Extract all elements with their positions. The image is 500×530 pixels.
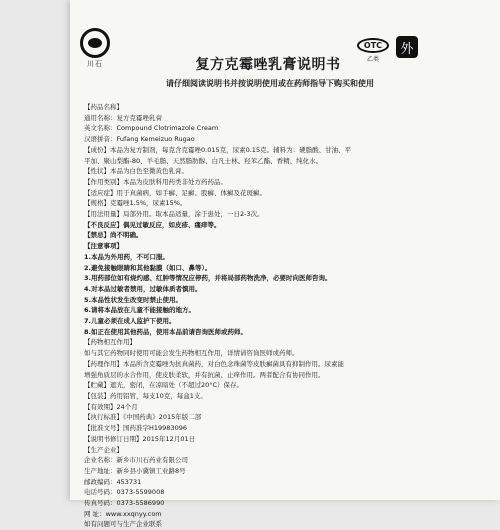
text-line: 英文名称：Compound Clotrimazole Cream	[84, 124, 219, 133]
otc-category: 乙类	[366, 56, 379, 63]
text-line: 1.本品为外用药，不可口服。	[84, 252, 169, 261]
text-line: 【用法用量】局部外用。取本品适量，涂于患处，一日2-3次。	[84, 210, 264, 219]
text-line: 通用名称：复方克霉唑乳膏	[84, 113, 162, 122]
brand-logo	[80, 28, 116, 69]
text-line: 【药理作用】本品所含克霉唑为抗真菌药，对白色念珠菌等皮肤癣菌具有抑制作用。尿素能	[84, 359, 344, 368]
text-line: 8.如正在使用其他药品，使用本品前请咨询医师或药师。	[84, 327, 247, 336]
text-line: 【说明书修订日期】2015年12月01日	[84, 434, 196, 443]
text-line: 如与其它药物同时使用可能会发生药物相互作用，详情请咨询医师或药师。	[84, 349, 299, 358]
otc-label: OTC	[357, 38, 389, 53]
text-line: 增强角质层的水合作用，使皮肤柔软，并有抗菌、止痒作用。两者配合有协同作用。	[84, 370, 325, 379]
document-title: 复方克霉唑乳膏说明书	[195, 57, 341, 73]
text-line: 如有问题可与生产企业联系	[84, 520, 162, 529]
brand-name: 川石	[87, 60, 103, 68]
document-subtitle: 请仔细阅读说明书并按说明使用或在药师指导下购买和使用	[166, 79, 374, 88]
text-line: 【包装】药用铝管，每支10克，每盒1支。	[84, 391, 207, 400]
text-line: 6.请将本品放在儿童不能接触的地方。	[84, 306, 195, 315]
text-line: 5.本品性状发生改变时禁止使用。	[84, 295, 182, 304]
text-line: 3.用药部位如有烧灼感、红肿等情况应停药，并将局部药物洗净，必要时向医师咨询。	[84, 274, 332, 283]
text-line: 【贮藏】遮光，密闭，在凉暗处（不超过20°C）保存。	[84, 381, 244, 390]
brand-logo-icon	[80, 28, 110, 58]
text-line: 电话号码：0373-5599008	[84, 488, 165, 497]
leaflet-content	[84, 102, 434, 530]
text-line: 【禁忌】尚不明确。	[84, 231, 143, 240]
text-line: 【不良反应】偶见过敏反应，如皮疹、瘙痒等。	[84, 220, 221, 229]
text-line: 7.儿童必须在成人监护下使用。	[84, 317, 176, 326]
text-line: 【药品名称】	[84, 103, 123, 111]
text-line: 生产地址：新乡县小冀镇工业路8号	[84, 466, 186, 475]
text-line: 【批准文号】国药准字H19983096	[84, 424, 187, 433]
instruction-sheet	[70, 0, 500, 529]
external-use-badge: 外	[396, 36, 418, 58]
text-line: 【执行标准】《中国药典》2015年版二部	[84, 413, 202, 422]
text-line: 平加、聚山梨酯-80、羊毛脂、天然脂肪醇、白凡士林、羟苯乙酯、香精、纯化水。	[84, 156, 323, 165]
text-line: 4.对本品过敏者禁用，过敏体质者慎用。	[84, 284, 202, 293]
text-line: 【药物相互作用】	[84, 338, 136, 347]
text-line: 【适应症】用于真菌病，如手癣、足癣、股癣、体癣及花斑癣。	[84, 188, 266, 197]
text-line: 汉语拼音：Fufang Kemeizuo Rugao	[84, 135, 195, 144]
text-line: 传真号码：0373-5586990	[84, 499, 165, 508]
text-line: 【性状】本品为白色至微黄色乳膏。	[84, 167, 188, 176]
text-line: 【成份】本品为复方制剂，每克含克霉唑0.015克，尿素0.15克。辅料为：硬脂酸、甘油、平	[84, 145, 352, 154]
text-line: 网 址：www.xxqnyy.com	[84, 509, 162, 518]
text-line: 企业名称：新乡市川石药业有限公司	[84, 456, 188, 465]
text-line: 【规格】克霉唑1.5%，尿素15%。	[84, 199, 187, 208]
text-line: 【有效期】24个月	[84, 402, 138, 411]
text-line: 【生产企业】	[84, 445, 123, 454]
text-line: 【作用类别】本品为皮肤科用药类非处方药药品。	[84, 177, 227, 186]
text-line: 2.避免接触眼睛和其他黏膜（如口、鼻等）。	[84, 263, 212, 272]
otc-badge	[357, 38, 389, 63]
text-line: 【注意事项】	[84, 242, 123, 251]
text-line: 邮政编码：453731	[84, 477, 142, 486]
